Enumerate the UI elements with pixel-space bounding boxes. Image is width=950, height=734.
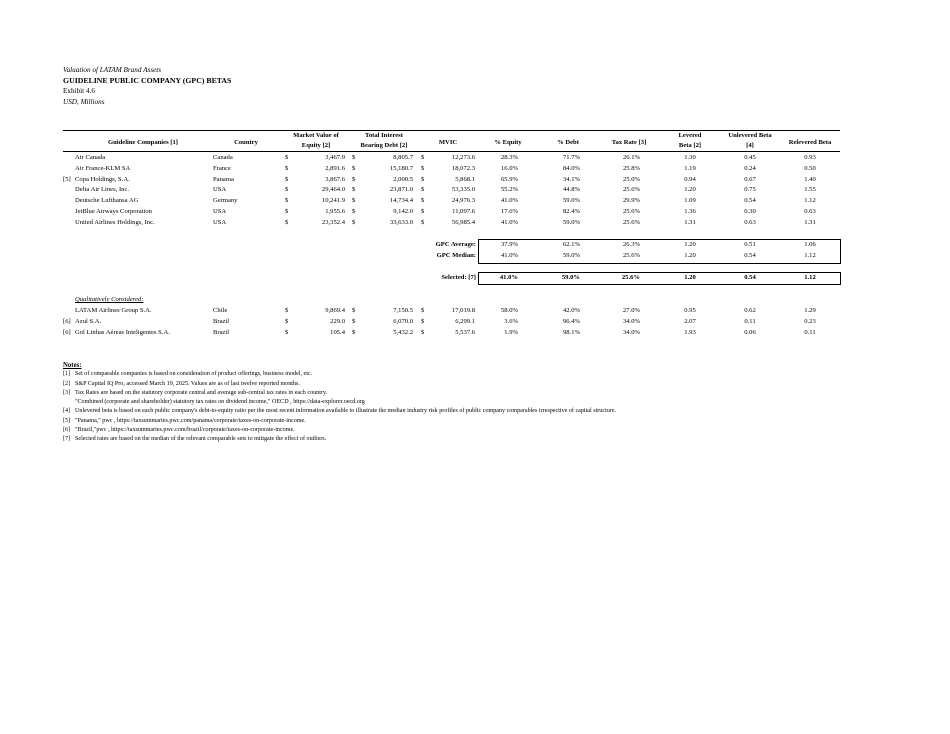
note-number: [5] — [63, 417, 71, 424]
currency-sign: $ — [352, 186, 356, 194]
notes-list — [63, 370, 616, 444]
mvic: 18,072.3 — [451, 164, 475, 172]
relevered-beta: 1.40 — [804, 175, 816, 183]
table-row — [0, 207, 950, 217]
tax-rate: 26.1% — [622, 154, 640, 161]
col-debt-line1: Total Interest — [365, 132, 403, 139]
levered-beta: 0.94 — [684, 175, 696, 183]
currency-sign: $ — [352, 218, 356, 226]
country: Panama — [213, 175, 234, 183]
currency-sign: $ — [285, 154, 289, 161]
relevered-beta: 1.29 — [804, 307, 816, 314]
currency-sign: $ — [421, 154, 425, 161]
note-item — [63, 435, 616, 444]
col-mvic: MVIC — [438, 139, 458, 146]
country: Canada — [213, 154, 233, 161]
col-unlevered-line1: Unlevered Beta — [728, 132, 772, 139]
unlevered-beta: 0.75 — [744, 186, 756, 194]
mvic: 53,335.0 — [451, 186, 475, 194]
tax-rate: 34.0% — [622, 317, 640, 325]
note-text: "Brazil,"pwc , https://taxsummaries.pwc.com/brazil/corporate/taxes-on-corporate-income. — [75, 427, 295, 434]
interest-bearing-debt: 23,871.0 — [389, 186, 413, 194]
note-number: [6] — [63, 427, 71, 434]
note-text: Tax Rates are based on the statutory corporate central and average sub-central tax rates in each country. — [75, 389, 328, 396]
selected-relevered: 1.12 — [804, 274, 816, 281]
market-value-equity: 1,955.6 — [325, 208, 345, 215]
interest-bearing-debt: 2,000.5 — [393, 175, 413, 183]
table-row — [0, 153, 950, 163]
levered-beta: 1.31 — [684, 218, 696, 226]
currency-sign: $ — [285, 208, 289, 215]
currency-sign: $ — [421, 208, 425, 215]
note-text: Selected rates are based on the median of the relevant comparable sets to mitigate the effect of outliers. — [75, 436, 327, 443]
currency-sign: $ — [352, 328, 356, 336]
pct-debt: 98.1% — [562, 328, 580, 336]
country: USA — [213, 208, 227, 215]
tax-rate: 34.0% — [622, 328, 640, 336]
currency-sign: $ — [421, 317, 425, 325]
pct-debt: 96.4% — [562, 317, 580, 325]
relevered-beta: 0.50 — [804, 164, 816, 172]
note-number: [1] — [63, 371, 71, 378]
pct-equity: 16.0% — [500, 164, 518, 172]
company-name: JetBlue Airways Corporation — [75, 208, 152, 215]
relevered-beta: 1.12 — [804, 197, 816, 205]
unlevered-beta: 0.11 — [744, 317, 756, 325]
avg-debt: 62.1% — [562, 241, 580, 248]
interest-bearing-debt: 14,734.4 — [389, 197, 413, 205]
company-name: United Airlines Holdings, Inc. — [75, 218, 155, 226]
median-tax: 25.6% — [622, 252, 640, 259]
country: Brazil — [213, 317, 230, 325]
company-name: Copa Holdings, S.A. — [75, 175, 130, 183]
avg-relevered: 1.06 — [804, 241, 816, 248]
median-relevered: 1.12 — [804, 252, 816, 259]
table-row — [0, 317, 950, 327]
col-unlevered-line2: [4] — [746, 141, 754, 149]
pct-debt: 59.0% — [562, 218, 580, 226]
interest-bearing-debt: 9,142.0 — [393, 208, 413, 215]
market-value-equity: 29,464.0 — [321, 186, 345, 194]
footnote-ref: [6] — [63, 317, 71, 325]
note-item — [63, 398, 616, 407]
note-text: "Panama," pwc , https://taxsummaries.pwc.com/panama/corporate/taxes-on-corporate-income. — [75, 417, 306, 424]
unlevered-beta: 0.54 — [744, 197, 756, 205]
table-row — [0, 164, 950, 174]
company-name: Deutsche Lufthansa AG — [75, 197, 139, 205]
pct-equity: 1.9% — [504, 328, 518, 336]
interest-bearing-debt: 33,633.0 — [389, 218, 413, 226]
mvic: 24,976.3 — [451, 197, 475, 205]
pct-debt: 42.0% — [562, 307, 580, 314]
mvic: 6,299.1 — [455, 317, 475, 325]
levered-beta: 1.36 — [684, 208, 696, 215]
market-value-equity: 229.0 — [330, 317, 345, 325]
unlevered-beta: 0.06 — [744, 328, 756, 336]
currency-sign: $ — [352, 307, 356, 314]
market-value-equity: 9,869.4 — [325, 307, 345, 314]
note-text: Unlevered beta is based on each public company's debt-to-equity ratio per the most recent information available to illustrate the median industry risk profiles of public company comparables irrespective of capital structure. — [75, 408, 617, 415]
levered-beta: 0.95 — [684, 307, 696, 314]
unlevered-beta: 0.62 — [744, 307, 756, 314]
company-name: Air Canada — [75, 154, 106, 161]
median-label: GPC Median: — [436, 252, 476, 259]
currency-sign: $ — [421, 186, 425, 194]
pct-equity: 41.0% — [500, 197, 518, 205]
notes-title: Notes: — [63, 362, 82, 369]
note-item — [63, 407, 616, 416]
note-number: [4] — [63, 408, 71, 415]
currency-sign: $ — [285, 186, 289, 194]
currency-sign: $ — [352, 197, 356, 205]
table-row — [0, 185, 950, 195]
currency-sign: $ — [285, 197, 289, 205]
page-title: GUIDELINE PUBLIC COMPANY (GPC) BETAS — [63, 76, 232, 85]
relevered-beta: 0.63 — [804, 208, 816, 215]
country: USA — [213, 218, 227, 226]
country: USA — [213, 186, 227, 194]
interest-bearing-debt: 6,070.0 — [393, 317, 413, 325]
note-number: [2] — [63, 380, 71, 387]
col-company: Guideline Companies [1] — [108, 139, 178, 146]
mvic: 5,537.6 — [455, 328, 475, 336]
company-name: Azul S.A. — [75, 317, 102, 325]
pct-equity: 17.6% — [500, 208, 518, 215]
gpc-median-row — [0, 251, 950, 261]
tax-rate: 25.8% — [622, 164, 640, 172]
levered-beta: 1.19 — [684, 164, 696, 172]
avg-tax: 26.3% — [622, 241, 640, 248]
col-unlevered-beta — [718, 131, 782, 150]
currency-sign: $ — [352, 154, 356, 161]
median-unlevered: 0.54 — [744, 252, 756, 259]
avg-unlevered: 0.51 — [744, 241, 756, 248]
country: Chile — [213, 307, 228, 314]
currency-sign: $ — [285, 175, 289, 183]
currency-sign: $ — [421, 197, 425, 205]
avg-equity: 37.9% — [500, 241, 518, 248]
selected-debt: 59.0% — [561, 274, 580, 281]
pct-debt: 84.0% — [562, 164, 580, 172]
col-pct-equity: % Equity — [494, 139, 522, 146]
selected-row — [0, 273, 950, 283]
company-name: Delta Air Lines, Inc. — [75, 186, 130, 194]
pct-equity: 55.2% — [500, 186, 518, 194]
col-debt — [346, 131, 422, 150]
median-equity: 41.0% — [500, 252, 518, 259]
pct-equity: 3.6% — [504, 317, 518, 325]
pct-debt: 44.8% — [562, 186, 580, 194]
col-pct-debt: % Debt — [557, 139, 579, 146]
company-name: Air France-KLM SA — [75, 164, 131, 172]
header-bottom-rule — [63, 151, 840, 152]
currency-sign: $ — [352, 208, 356, 215]
pct-equity: 65.9% — [500, 175, 518, 183]
col-mve-line1: Market Value of — [293, 132, 339, 139]
interest-bearing-debt: 7,150.5 — [393, 307, 413, 314]
currency-sign: $ — [352, 317, 356, 325]
note-item — [63, 370, 616, 379]
header-top-rule — [63, 130, 840, 131]
mvic: 11,097.6 — [452, 208, 475, 215]
report-subtitle: Valuation of LATAM Brand Assets — [63, 66, 162, 74]
currency-unit: USD, Millions — [63, 98, 105, 106]
currency-sign: $ — [421, 328, 425, 336]
note-number: [7] — [63, 436, 71, 443]
pct-debt: 82.4% — [562, 208, 580, 215]
market-value-equity: 105.4 — [330, 328, 345, 336]
col-levered-beta — [664, 131, 716, 150]
col-country: Country — [234, 139, 258, 146]
currency-sign: $ — [285, 328, 289, 336]
currency-sign: $ — [421, 164, 425, 172]
note-number: [3] — [63, 389, 71, 396]
market-value-equity: 3,867.6 — [325, 175, 345, 183]
currency-sign: $ — [421, 175, 425, 183]
interest-bearing-debt: 8,805.7 — [393, 154, 413, 161]
currency-sign: $ — [285, 218, 289, 226]
selected-label: Selected: [7] — [441, 274, 476, 281]
note-item — [63, 380, 616, 389]
currency-sign: $ — [352, 175, 356, 183]
interest-bearing-debt: 5,432.2 — [393, 328, 413, 336]
median-debt: 59.0% — [562, 252, 580, 259]
note-item — [63, 426, 616, 435]
pct-equity: 28.3% — [500, 154, 518, 161]
selected-equity: 41.0% — [499, 274, 518, 281]
pct-equity: 58.0% — [500, 307, 518, 314]
levered-beta: 1.93 — [684, 328, 696, 336]
unlevered-beta: 0.30 — [744, 208, 756, 215]
note-text: S&P Capital IQ Pro, accessed March 19, 2025. Values are as of last twelve reported months. — [75, 380, 300, 387]
market-value-equity: 23,352.4 — [321, 218, 345, 226]
relevered-beta: 1.31 — [804, 218, 816, 226]
country: France — [213, 164, 231, 172]
company-name: LATAM Airlines Group S.A. — [75, 307, 152, 314]
country: Brazil — [213, 328, 230, 336]
currency-sign: $ — [285, 317, 289, 325]
tax-rate: 25.6% — [622, 186, 640, 194]
tax-rate: 29.9% — [622, 197, 640, 205]
currency-sign: $ — [352, 164, 356, 172]
market-value-equity: 10,241.9 — [321, 197, 345, 205]
avg-label: GPC Average: — [435, 241, 476, 248]
gpc-average-row — [0, 240, 950, 250]
tax-rate: 25.6% — [622, 218, 640, 226]
table-row — [0, 196, 950, 206]
pct-debt: 59.0% — [562, 197, 580, 205]
country: Germany — [213, 197, 238, 205]
table-row — [0, 218, 950, 228]
notes-section — [63, 361, 616, 445]
avg-levered: 1.20 — [684, 241, 696, 248]
company-name: Gol Linhas Aéreas Inteligentes S.A. — [75, 328, 170, 336]
pct-debt: 34.1% — [562, 175, 580, 183]
relevered-beta: 0.11 — [804, 328, 816, 336]
col-mve-line2: Equity [2] — [301, 141, 331, 149]
unlevered-beta: 0.24 — [744, 164, 756, 172]
levered-beta: 1.09 — [684, 197, 696, 205]
table-row — [0, 328, 950, 338]
col-debt-line2: Bearing Debt [2] — [360, 141, 408, 149]
currency-sign: $ — [285, 164, 289, 172]
col-mve — [278, 131, 354, 150]
currency-sign: $ — [285, 307, 289, 314]
note-text: "Combined (corporate and shareholder) statutory tax rates on dividend income," OECD , https://data-explorer.oecd.org — [75, 399, 365, 406]
relevered-beta: 0.93 — [804, 154, 816, 161]
col-relevered-beta: Relevered Beta — [788, 139, 832, 146]
table-row — [0, 175, 950, 185]
currency-sign: $ — [421, 307, 425, 314]
table-row — [0, 306, 950, 316]
exhibit-number: Exhibit 4.6 — [63, 87, 95, 95]
levered-beta: 2.07 — [684, 317, 696, 325]
unlevered-beta: 0.63 — [744, 218, 756, 226]
levered-beta: 1.30 — [684, 154, 696, 161]
note-item — [63, 417, 616, 426]
currency-sign: $ — [421, 218, 425, 226]
relevered-beta: 1.55 — [804, 186, 816, 194]
tax-rate: 25.0% — [622, 175, 640, 183]
levered-beta: 1.20 — [684, 186, 696, 194]
selected-levered: 1.20 — [684, 274, 696, 281]
median-levered: 1.20 — [684, 252, 696, 259]
market-value-equity: 3,467.9 — [325, 154, 345, 161]
mvic: 56,985.4 — [451, 218, 475, 226]
qualitative-heading: Qualitatively Considered: — [75, 296, 144, 303]
note-item — [63, 389, 616, 398]
unlevered-beta: 0.45 — [744, 154, 756, 161]
note-text: Set of comparable companies is based on consideration of product offerings, business model, etc. — [75, 371, 313, 378]
market-value-equity: 2,891.6 — [325, 164, 345, 172]
interest-bearing-debt: 15,180.7 — [389, 164, 413, 172]
mvic: 12,273.6 — [451, 154, 475, 161]
selected-unlevered: 0.54 — [744, 274, 756, 281]
tax-rate: 25.6% — [622, 208, 640, 215]
col-levered-line2: Beta [2] — [678, 141, 702, 149]
unlevered-beta: 0.67 — [744, 175, 756, 183]
footnote-ref: [6] — [63, 328, 71, 336]
selected-tax: 25.6% — [621, 274, 640, 281]
footnote-ref: [5] — [63, 175, 71, 183]
mvic: 17,019.8 — [451, 307, 475, 314]
relevered-beta: 0.23 — [804, 317, 816, 325]
tax-rate: 27.0% — [622, 307, 640, 314]
mvic: 5,868.1 — [455, 175, 475, 183]
pct-equity: 41.0% — [500, 218, 518, 226]
col-tax-rate: Tax Rate [3] — [611, 139, 647, 146]
col-levered-line1: Levered — [678, 132, 702, 139]
pct-debt: 71.7% — [562, 154, 580, 161]
